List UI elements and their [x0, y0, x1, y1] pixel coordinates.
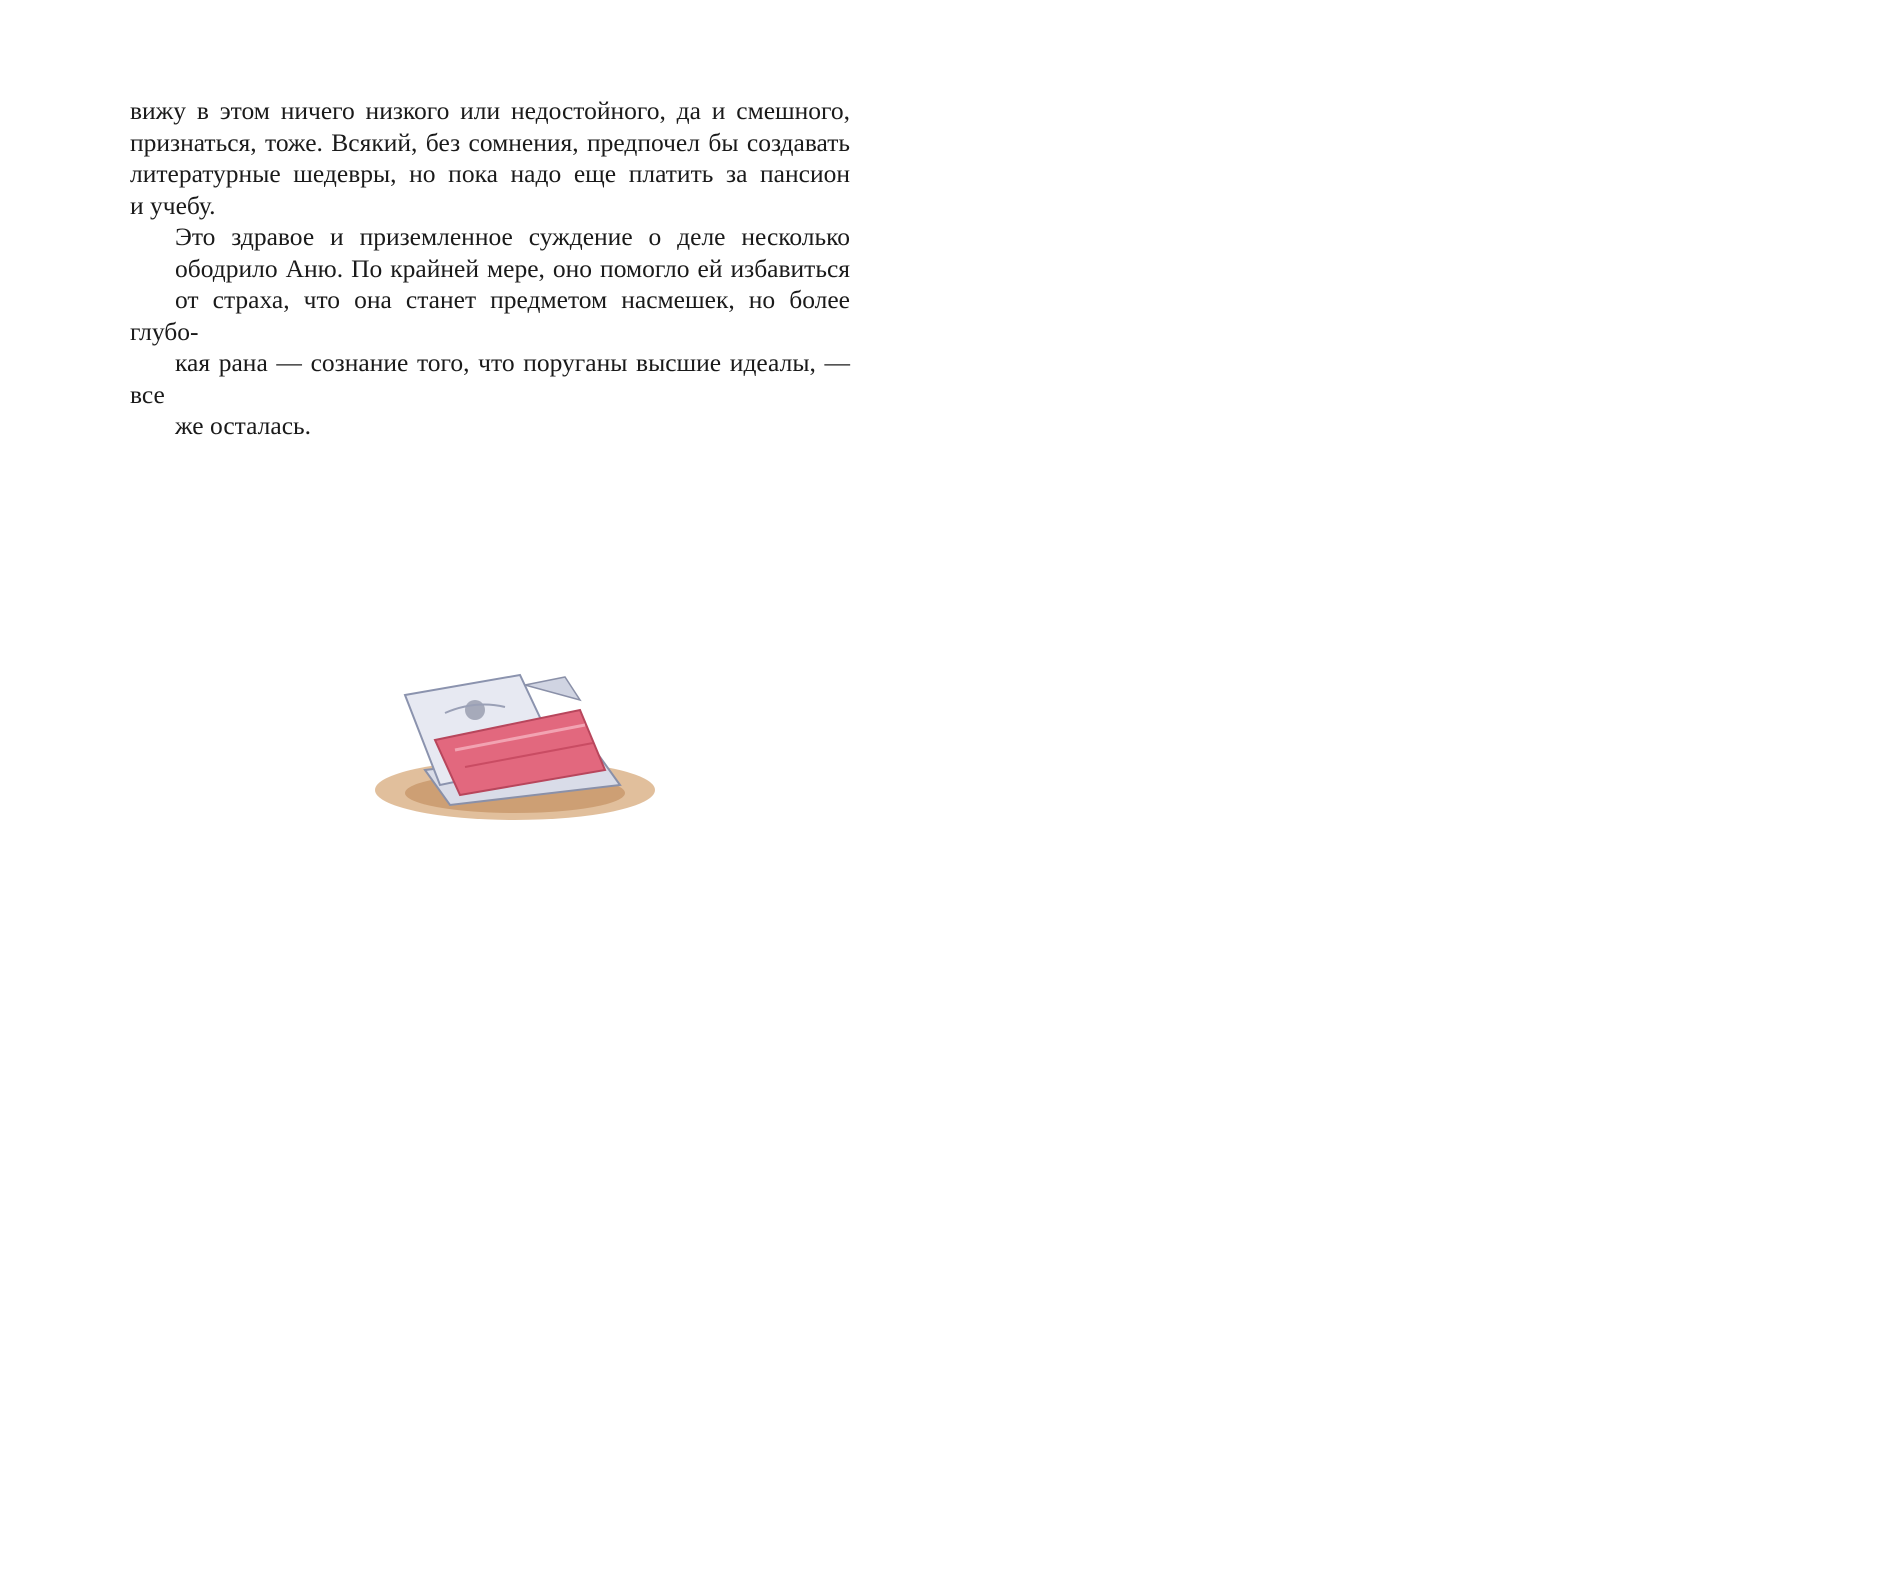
- text-line: ободрило Аню. По крайней мере, оно помогло ей избавиться: [175, 253, 850, 283]
- right-page: [945, 0, 1890, 1358]
- text-line: кая рана — сознание того, что поруганы высшие идеалы, — все: [130, 348, 850, 409]
- paragraph: [130, 221, 850, 442]
- left-page: [0, 0, 945, 1358]
- text-line: признаться, тоже. Всякий, без сомнения, предпочел бы создавать: [130, 127, 850, 157]
- paragraph: [130, 95, 850, 221]
- text-line: Это здравое и приземленное суждение о деле несколько: [175, 222, 850, 251]
- text-line: и учебу.: [130, 190, 216, 220]
- letters-vignette: [365, 655, 655, 825]
- text-line: от страха, что она станет предметом насмешек, но более глубо-: [130, 285, 850, 346]
- text-line: же осталась.: [175, 411, 312, 440]
- left-page-text: [130, 95, 850, 442]
- text-line: литературные шедевры, но пока надо еще платить за пансион: [130, 159, 850, 188]
- text-line: вижу в этом ничего низкого или недостойного, да и смешного,: [130, 96, 850, 125]
